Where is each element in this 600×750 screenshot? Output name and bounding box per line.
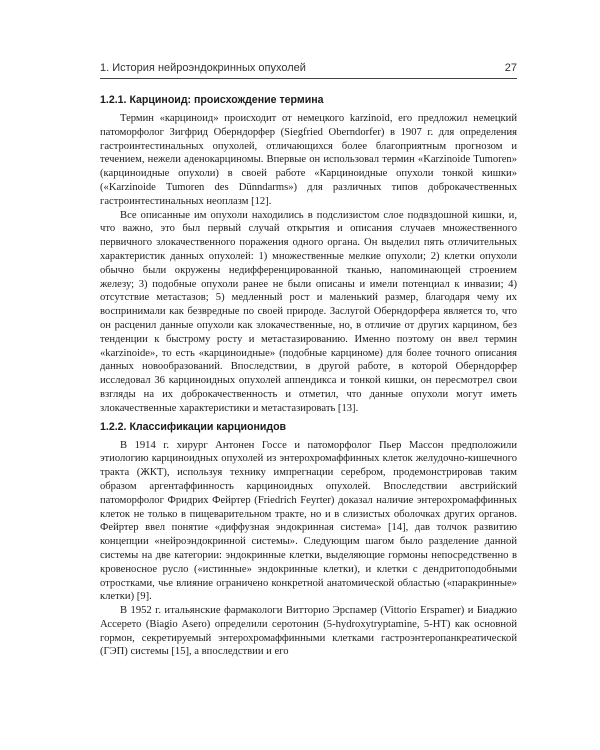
paragraph: В 1914 г. хирург Антонен Госсе и патоморфолог Пьер Массон предположили этиологию карциноидных опухолей из энтерохромаффинных клеток желудочно-кишечного тракта (ЖКТ), используя технику импрегнации серебром, продемонстрировав таким образом аргентаффинность карциноидных опухолей. Впоследствии австрийский патоморфолог Фридрих Фейртер (Friedrich Feyrter) доказал наличие энтерохромаффинных клеток не только в пищеварительном тракте, но и в слизистых оболочках других органов. Фейртер ввел понятие «диффузная эндокринная система» [14], дав толчок развитию концепции «нейроэндокринной системы». Следующим шагом было разделение данной системы на две категории: эндокринные клетки, выделяющие гормоны непосредственно в кровеносное русло («истинные» эндокринные клетки), и клетки с дендритоподобными отростками, чье влияние ограничено конкретной анатомической областью («паракринные» клетки) [9]. [100,439,517,603]
page-body [100,93,517,659]
page-number: 27 [504,62,517,74]
running-header [100,62,517,79]
section-heading: 1.2.2. Классификации карционидов [100,420,287,433]
section-heading: 1.2.1. Карциноид: происхождение термина [100,94,324,106]
paragraph: Все описанные им опухоли находились в подслизистом слое подвздошной кишки, и, что важно, это был первый случай открытия и описания случаев множественного первичного злокачественного поражения одного органа. Он выделил пять отличительных характеристик данных опухолей: 1) множественные мелкие опухоли; 2) клетки опухоли обычно были окружены недифференцированной тканью, напоминающей строением железу; 3) подобные опухоли ранее не были описаны и имели потенциал к инвазии; 4) отсутствие метастазов; 5) медленный рост и маленький размер, благодаря чему их воспринимали как безвредные по своей природе. Заслугой Оберндорфера является то, что он расценил данные опухоли как злокачественные, но, в отличие от других карцином, без тенденции к быстрому росту и метастазированию. Именно поэтому он ввел термин «karzinoide», то есть «карциноидные» (подобные карциноме) для более точного описания данных новообразований. Впоследствии, в другой работе, в которой Оберндорфер исследовал 36 карциноидных опухолей аппендикса и тонкой кишки, он пересмотрел свои взгляды на их доброкачественность и отметил, что данные опухоли могут иметь злокачественные характеристики и метастазировать [13]. [100,209,517,414]
paragraph: В 1952 г. итальянские фармакологи Витторио Эрспамер (Vittorio Erspamer) и Биаджио Ассерето (Biagio Asero) определили серотонин (5-hydroxytryptamine, 5-HT) как основной гормон, секретируемый энтерохромаффинными клетками гастроэнтеропанкреатической (ГЭП) системы [15], а впоследствии и его [100,605,517,658]
chapter-title: 1. История нейроэндокринных опухолей [100,62,306,74]
paragraph: Термин «карциноид» происходит от немецкого karzinoid, его предложил немецкий патоморфолог Зигфрид Оберндорфер (Siegfried Oberndorfer) в 1907 г. для определения гастроинтестинальных опухолей, отличающихся более благоприятным прогнозом и течением, нежели аденокарциномы. Впервые он использовал термин «Karzinoide Tumoren» (карциноидные опухоли) в своей работе «Карциноидные опухоли тонкой кишки» («Karzinoide Tumoren des Dünndarms») для различных типов доброкачественных гастроинтестинальных неоплазм [12]. [100,113,517,207]
